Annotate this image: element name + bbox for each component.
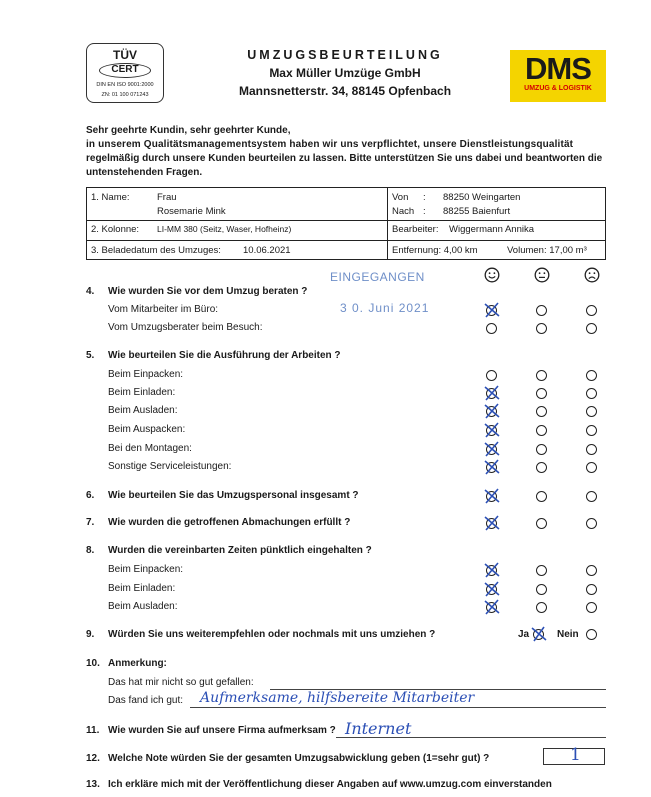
rating-radio[interactable] (586, 323, 597, 334)
rating-radio[interactable] (536, 305, 547, 316)
question-4-number: 4. (86, 286, 95, 297)
company-address: Mannsnetterstr. 34, 88145 Opfenbach (238, 84, 452, 98)
question-10-number: 10. (86, 658, 100, 669)
dms-logo-main: DMS (525, 51, 591, 86)
intro-text (86, 124, 606, 180)
question-6-number: 6. (86, 490, 95, 501)
rating-radio[interactable] (586, 602, 597, 613)
rating-radio[interactable] (586, 584, 597, 595)
rating-radio[interactable] (586, 491, 597, 502)
q11-answer: Internet (345, 719, 412, 738)
question-5-item: Bei den Montagen: (108, 443, 192, 454)
question-12-number: 12. (86, 753, 100, 764)
rating-radio[interactable] (586, 565, 597, 576)
rating-check-mark (482, 561, 502, 579)
q9-ja-label: Ja (518, 629, 530, 640)
received-stamp-date: 3 0. Juni 2021 (340, 301, 430, 315)
rating-radio[interactable] (586, 425, 597, 436)
rating-check-mark (482, 458, 502, 476)
rating-radio[interactable] (486, 370, 497, 381)
question-5-item: Beim Ausladen: (108, 405, 178, 416)
beladedatum-value: 10.06.2021 (243, 245, 291, 256)
question-11-number: 11. (86, 725, 100, 736)
rating-radio[interactable] (536, 565, 547, 576)
kolonne-label: 2. Kolonne: (91, 224, 140, 235)
rating-radio[interactable] (536, 425, 547, 436)
rating-check-mark (482, 514, 502, 532)
question-4: Wie wurden Sie vor dem Umzug beraten ? (108, 286, 308, 297)
tuv-logo-text: TÜV (113, 48, 137, 62)
question-9-number: 9. (86, 629, 95, 640)
entfernung-value: Entfernung: 4,00 km (392, 245, 478, 256)
question-8-number: 8. (86, 545, 95, 556)
rating-radio[interactable] (586, 462, 597, 473)
rating-radio[interactable] (536, 462, 547, 473)
nach-value: 88255 Baienfurt (443, 206, 511, 217)
intro-line: Sehr geehrte Kundin, sehr geehrter Kunde, (86, 125, 291, 136)
rating-radio[interactable] (536, 602, 547, 613)
form-title: UMZUGSBEURTEILUNG (247, 48, 443, 62)
question-8: Wurden die vereinbarten Zeiten pünktlich eingehalten ? (108, 545, 372, 556)
rating-radio[interactable] (586, 388, 597, 399)
question-4-item: Vom Mitarbeiter im Büro: (108, 304, 219, 315)
rating-radio[interactable] (536, 370, 547, 381)
rating-check-mark (482, 598, 502, 616)
q9-nein-label: Nein (557, 629, 579, 640)
rating-radio[interactable] (536, 584, 547, 595)
rating-check-mark (482, 580, 502, 598)
q9-ja-check-mark (529, 625, 549, 643)
order-info-table (86, 187, 606, 260)
question-8-item: Beim Einpacken: (108, 564, 184, 575)
question-9: Würden Sie uns weiterempfehlen oder nochmals mit uns umziehen ? (108, 629, 436, 640)
intro-line: in unserem Qualitätsmanagementsystem haben wir uns verpflichtet, unsere Dienstleistungsqualität (86, 139, 574, 150)
rating-check-mark (482, 384, 502, 402)
dms-logo-sub: UMZUG & LOGISTIK (524, 85, 592, 92)
bearbeiter-label: Bearbeiter: (392, 224, 439, 235)
rating-radio[interactable] (536, 388, 547, 399)
question-13-number: 13. (86, 779, 100, 790)
question-7-number: 7. (86, 517, 95, 528)
question-8-item: Beim Ausladen: (108, 601, 178, 612)
tuv-cert-oval: CERT (99, 63, 151, 78)
question-4-item: Vom Umzugsberater beim Besuch: (108, 322, 263, 333)
rating-radio[interactable] (586, 406, 597, 417)
question-5-item: Sonstige Serviceleistungen: (108, 461, 232, 472)
company-name: Max Müller Umzüge GmbH (269, 66, 421, 80)
question-5-number: 5. (86, 350, 95, 361)
smiley-happy-icon (484, 267, 500, 283)
rating-check-mark (482, 440, 502, 458)
question-5-item: Beim Einladen: (108, 387, 176, 398)
von-label: Von (392, 192, 409, 203)
q10-positive-label: Das fand ich gut: (108, 695, 184, 706)
rating-radio[interactable] (536, 518, 547, 529)
smiley-sad-icon (584, 267, 600, 283)
question-8-item: Beim Einladen: (108, 583, 176, 594)
bearbeiter-value: Wiggermann Annika (449, 224, 535, 235)
rating-radio[interactable] (536, 491, 547, 502)
von-value: 88250 Weingarten (443, 192, 521, 203)
rating-radio[interactable] (586, 305, 597, 316)
tuv-cert-logo (86, 43, 164, 103)
beladedatum-label: 3. Beladedatum des Umzuges: (91, 245, 221, 256)
rating-radio[interactable] (536, 406, 547, 417)
rating-radio[interactable] (586, 518, 597, 529)
received-stamp: EINGEGANGEN (330, 270, 425, 284)
question-12: Welche Note würden Sie der gesamten Umzugsabwicklung geben (1=sehr gut) ? (108, 753, 490, 764)
question-13: Ich erkläre mich mit der Veröffentlichung dieser Angaben auf www.umzug.com einverstanden (108, 779, 552, 790)
q10-positive-line[interactable] (190, 707, 606, 708)
question-11: Wie wurden Sie auf unsere Firma aufmerksam ? (108, 725, 336, 736)
rating-radio[interactable] (536, 323, 547, 334)
rating-check-mark (482, 402, 502, 420)
rating-check-mark (482, 487, 502, 505)
question-5: Wie beurteilen Sie die Ausführung der Arbeiten ? (108, 350, 341, 361)
nach-label: Nach (392, 206, 415, 217)
q9-nein-radio[interactable] (586, 629, 597, 640)
q12-grade-answer: 1 (570, 745, 581, 765)
von-colon: : (423, 192, 426, 203)
rating-radio[interactable] (486, 323, 497, 334)
intro-line: untenstehenden Fragen. (86, 167, 203, 178)
kolonne-value: LI-MM 380 (Seitz, Waser, Hofheinz) (157, 224, 292, 234)
q10-negative-label: Das hat mir nicht so gut gefallen: (108, 677, 254, 688)
volumen-value: Volumen: 17,00 m³ (507, 245, 587, 256)
dms-logo (510, 50, 606, 102)
smiley-neutral-icon (534, 267, 550, 283)
nach-colon: : (423, 206, 426, 217)
intro-line: regelmäßig durch unsere Kunden beurteilen zu lassen. Bitte unterstützen Sie uns dabei und beantworten die (86, 153, 603, 164)
question-7: Wie wurden die getroffenen Abmachungen erfüllt ? (108, 517, 351, 528)
rating-radio[interactable] (536, 444, 547, 455)
name-value: Rosemarie Mink (157, 206, 226, 217)
name-label: 1. Name: (91, 192, 130, 203)
question-6: Wie beurteilen Sie das Umzugspersonal insgesamt ? (108, 490, 359, 501)
tuv-zn-text: ZN: 01 100 071243 (101, 92, 149, 98)
question-5-item: Beim Auspacken: (108, 424, 186, 435)
rating-radio[interactable] (586, 370, 597, 381)
q10-positive-answer: Aufmerksame, hilfsbereite Mitarbeiter (200, 690, 475, 706)
rating-check-mark (482, 301, 502, 319)
name-salutation: Frau (157, 192, 177, 203)
tuv-iso-text: DIN EN ISO 9001:2000 (96, 82, 154, 88)
question-10: Anmerkung: (108, 658, 167, 669)
rating-radio[interactable] (586, 444, 597, 455)
question-5-item: Beim Einpacken: (108, 369, 184, 380)
rating-check-mark (482, 421, 502, 439)
